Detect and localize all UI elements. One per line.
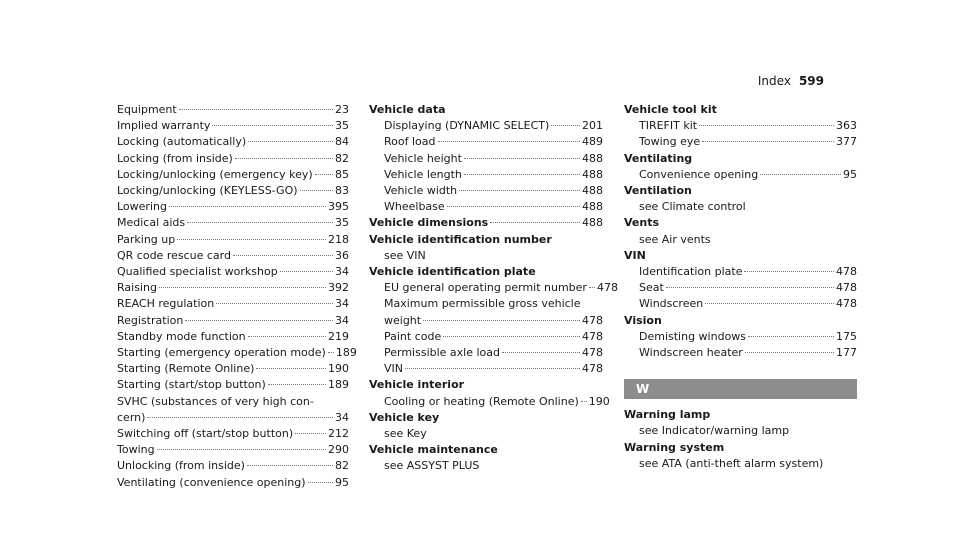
index-column-2 [369,102,618,475]
index-subentry: Permissible axle load 478 [384,346,603,360]
index-entry: Standby mode function 219 [117,329,349,343]
index-subentry: Wheelbase 488 [384,200,603,214]
index-entry: Starting (emergency operation mode) 189 [117,346,357,360]
index-subentry: TIREFIT kit 363 [639,119,857,133]
index-subentry: VIN 478 [384,362,603,376]
see-reference: see ATA (anti-theft alarm system) [639,456,824,470]
index-entry: Qualified specialist workshop 34 [117,265,349,279]
index-heading: Vehicle data [369,103,446,116]
index-entry: Starting (start/stop button) 189 [117,378,349,392]
index-subentry-first-line: Maximum permissible gross vehicle [384,297,581,311]
index-entry: Registration 34 [117,313,349,327]
index-heading: Vision [624,313,662,327]
index-heading: Vehicle tool kit [624,103,717,116]
index-subentry: Convenience opening 95 [639,167,857,181]
index-heading: Vents [624,216,660,230]
see-reference: see Indicator/warning lamp [639,424,790,438]
index-entry: Starting (Remote Online) 190 [117,362,349,376]
section-letter-bar: W [624,379,857,399]
header-label: Index [757,74,791,88]
index-heading: Vehicle identification plate [369,265,536,279]
index-heading: Vehicle key [369,410,440,424]
index-heading: Vehicle maintenance [369,443,498,457]
index-column-3 [624,102,857,472]
index-entry: Locking (automatically) 84 [117,135,349,149]
index-subentry: EU general operating permit number 478 [384,281,618,295]
index-entry: Locking/unlocking (KEYLESS-GO) 83 [117,184,349,198]
index-entry: cern) 34 [117,410,349,424]
index-subentry: Vehicle height 488 [384,151,603,165]
index-subentry: Vehicle length 488 [384,167,603,181]
index-heading: Ventilation [624,184,692,198]
index-entry: QR code rescue card 36 [117,248,349,262]
index-subentry: Displaying (DYNAMIC SELECT) 201 [384,119,603,133]
see-reference: see Climate control [639,200,746,214]
index-subentry: weight 478 [384,313,603,327]
index-entry: Equipment 23 [117,103,349,116]
index-subentry: Windscreen heater 177 [639,346,857,360]
index-heading: Vehicle dimensions 488 [369,216,603,230]
index-heading: Ventilating [624,151,693,165]
index-entry: Ventilating (convenience opening) 95 [117,475,349,489]
index-subentry: Towing eye 377 [639,135,857,149]
index-heading: Warning lamp [624,408,711,422]
index-entry: REACH regulation 34 [117,297,349,311]
index-heading: VIN [624,248,646,262]
index-subentry: Identification plate 478 [639,265,857,279]
index-entry: Switching off (start/stop button) 212 [117,427,349,441]
see-reference: see ASSYST PLUS [384,459,480,473]
index-heading: Vehicle identification number [369,232,552,246]
see-reference: see Air vents [639,232,711,246]
index-entry: Raising 392 [117,281,349,295]
index-column-1 [117,102,357,491]
index-entry: Lowering 395 [117,200,349,214]
index-entry: Unlocking (from inside) 82 [117,459,349,473]
index-entry: Implied warranty 35 [117,119,349,133]
index-subentry: Seat 478 [639,281,857,295]
index-subentry: Roof load 489 [384,135,603,149]
see-reference: see VIN [384,248,426,262]
index-entry: Medical aids 35 [117,216,349,230]
index-subentry: Vehicle width 488 [384,184,603,198]
page-header [758,74,824,88]
index-entry: Locking/unlocking (emergency key) 85 [117,167,349,181]
index-subentry: Cooling or heating (Remote Online) 190 [384,394,610,408]
index-entry: Locking (from inside) 82 [117,151,349,165]
index-subentry: Paint code 478 [384,329,603,343]
index-heading: Vehicle interior [369,378,465,392]
index-entry-first-line: SVHC (substances of very high con- [117,394,314,408]
see-reference: see Key [384,427,427,441]
index-subentry: Demisting windows 175 [639,329,857,343]
index-heading: Warning system [624,440,725,454]
index-entry: Parking up 218 [117,232,349,246]
index-entry: Towing 290 [117,443,349,457]
page-number: 599 [798,74,824,88]
index-subentry: Windscreen 478 [639,297,857,311]
